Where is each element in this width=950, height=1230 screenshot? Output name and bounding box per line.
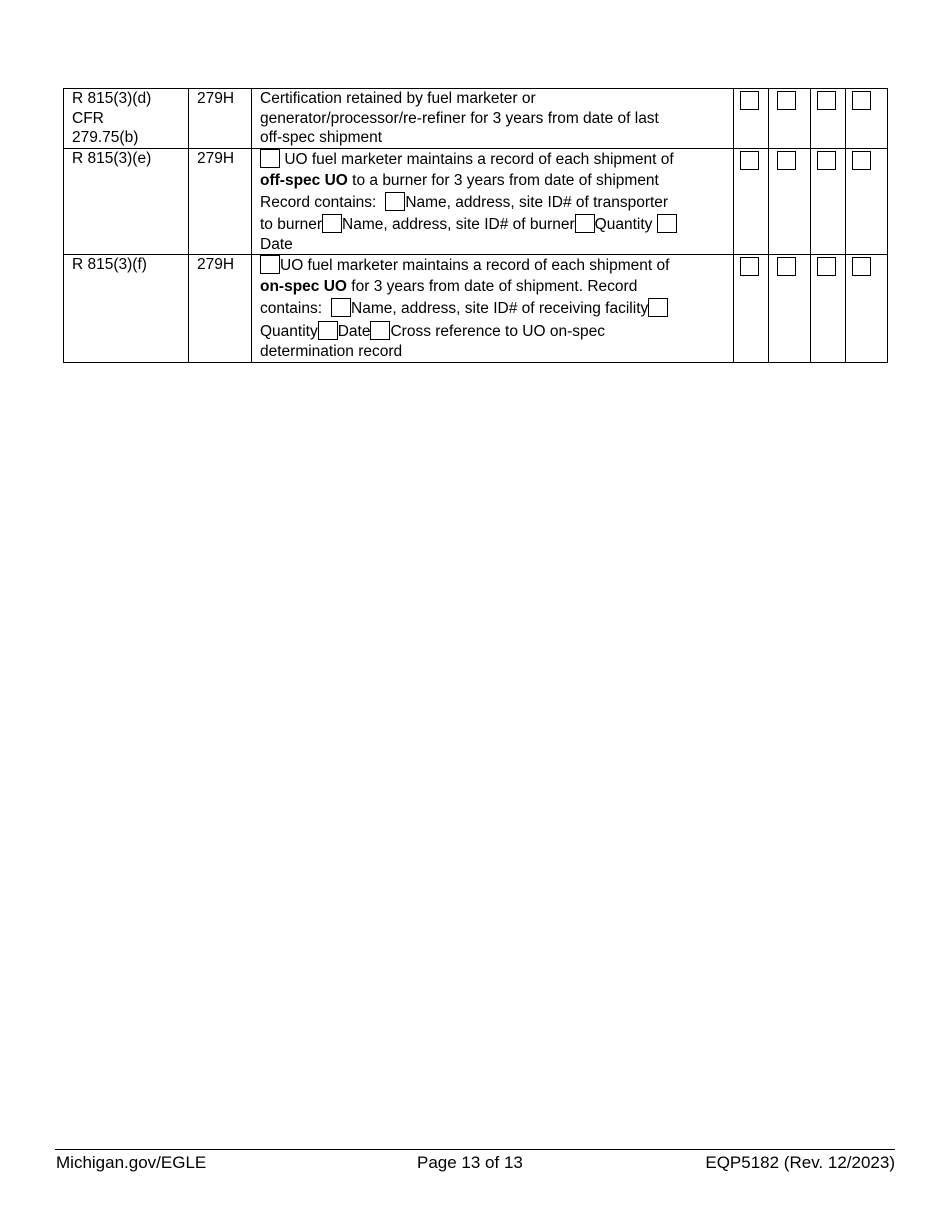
record-item-label: Date <box>337 323 371 340</box>
status-checkbox[interactable] <box>852 91 871 110</box>
table-row <box>64 89 888 149</box>
compliance-checklist-table <box>63 88 888 363</box>
status-checkbox[interactable] <box>740 91 759 110</box>
description-text: UO fuel marketer maintains a record of each shipment of <box>280 257 670 274</box>
record-item-label: Name, address, site ID# of receiving facility <box>351 300 649 317</box>
rule-citation: R 815(3)(e) <box>64 149 189 255</box>
description-line: Certification retained by fuel marketer or <box>260 90 536 107</box>
table-row <box>64 255 888 363</box>
status-cell <box>769 255 811 363</box>
status-checkbox[interactable] <box>817 257 836 276</box>
description-text: for 3 years from date of shipment. Record <box>351 278 638 295</box>
record-item-label: Quantity <box>260 323 318 340</box>
item-checkbox[interactable] <box>331 298 351 317</box>
rule-citation: R 815(3)(f) <box>64 255 189 363</box>
description-text: UO fuel marketer maintains a record of each shipment of <box>284 151 674 168</box>
requirement-description <box>252 149 734 255</box>
item-checkbox[interactable] <box>648 298 668 317</box>
status-cell <box>734 255 769 363</box>
description-emphasis: on-spec UO <box>260 278 347 295</box>
status-cell <box>811 149 846 255</box>
status-checkbox[interactable] <box>817 91 836 110</box>
status-checkbox[interactable] <box>740 151 759 170</box>
status-checkbox[interactable] <box>777 257 796 276</box>
violation-code: 279H <box>189 255 252 363</box>
rule-citation-cell <box>64 89 189 149</box>
item-checkbox[interactable] <box>575 214 595 233</box>
status-cell <box>846 149 888 255</box>
item-checkbox[interactable] <box>322 214 342 233</box>
record-item-label: Name, address, site ID# of burner <box>342 216 575 233</box>
rule-citation: CFR <box>72 109 104 127</box>
status-cell <box>769 149 811 255</box>
rule-citation: 279.75(b) <box>72 129 139 146</box>
status-checkbox[interactable] <box>740 257 759 276</box>
record-contains-label: contains: <box>260 300 323 317</box>
description-line: generator/processor/re-refiner for 3 years from date of last <box>260 109 659 127</box>
item-checkbox[interactable] <box>318 321 338 340</box>
violation-code: 279H <box>189 89 252 149</box>
status-checkbox[interactable] <box>777 91 796 110</box>
requirement-description <box>252 89 734 149</box>
status-checkbox[interactable] <box>852 257 871 276</box>
status-cell <box>734 149 769 255</box>
item-checkbox[interactable] <box>385 192 405 211</box>
status-checkbox[interactable] <box>817 151 836 170</box>
record-item-label: Date <box>260 236 293 253</box>
record-item-label: Name, address, site ID# of transporter <box>405 194 669 211</box>
status-cell <box>811 255 846 363</box>
status-cell <box>846 89 888 149</box>
status-cell <box>846 255 888 363</box>
item-checkbox[interactable] <box>260 149 280 168</box>
record-item-label: Cross reference to UO on-spec <box>390 323 605 340</box>
item-checkbox[interactable] <box>370 321 390 340</box>
footer-page-number: Page 13 of 13 <box>417 1153 523 1172</box>
record-contains-label: Record contains: <box>260 194 377 211</box>
description-text: to a burner for 3 years from date of shipment <box>352 172 659 189</box>
footer-website: Michigan.gov/EGLE <box>56 1153 207 1172</box>
status-checkbox[interactable] <box>777 151 796 170</box>
footer-form-id: EQP5182 (Rev. 12/2023) <box>705 1153 895 1172</box>
item-checkbox[interactable] <box>260 255 280 274</box>
footer-divider <box>55 1149 895 1150</box>
status-cell <box>769 89 811 149</box>
rule-citation: R 815(3)(d) <box>72 90 152 107</box>
violation-code: 279H <box>189 149 252 255</box>
status-cell <box>811 89 846 149</box>
status-cell <box>734 89 769 149</box>
record-item-label: to burner <box>260 216 323 233</box>
table-row <box>64 149 888 255</box>
item-checkbox[interactable] <box>657 214 677 233</box>
status-checkbox[interactable] <box>852 151 871 170</box>
record-item-label: determination record <box>260 343 403 360</box>
description-line: off-spec shipment <box>260 129 383 146</box>
requirement-description <box>252 255 734 363</box>
record-item-label: Quantity <box>594 216 653 233</box>
description-emphasis: off-spec UO <box>260 172 348 189</box>
